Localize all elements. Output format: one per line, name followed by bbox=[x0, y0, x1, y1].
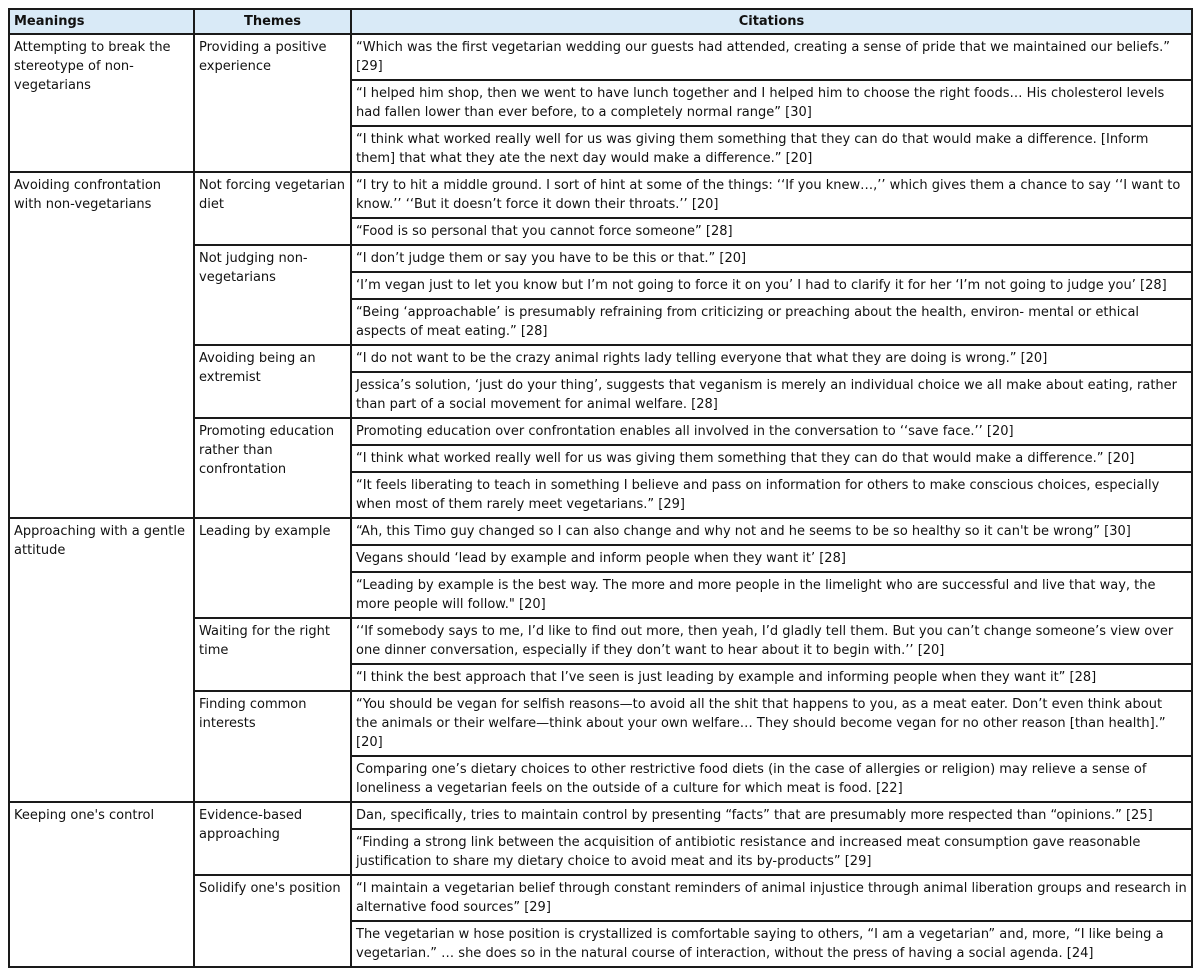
citation-cell: ‘‘If somebody says to me, I’d like to find out more, then yeah, I’d gladly tell them. But you can’t change someone’s view over one dinner conversation, especially if they don’t want to hear about it to begin with.’’ [20] bbox=[351, 618, 1192, 664]
citation-cell: “You should be vegan for selfish reasons—to avoid all the shit that happens to you, as a meat eater. Don’t even think about the animals or their welfare—think about your own welfare… They should become vegan for no other reason [than health].” [20] bbox=[351, 691, 1192, 756]
meaning-cell: Avoiding confrontation with non-vegetarians bbox=[9, 172, 194, 518]
citation-cell: “I think what worked really well for us was giving them something that they can do that would make a difference. [Inform them] that what they ate the next day would make a difference.” [20] bbox=[351, 126, 1192, 172]
theme-cell: Waiting for the right time bbox=[194, 618, 351, 691]
citation-cell: “I think what worked really well for us was giving them something that they can do that would make a difference.” [20] bbox=[351, 445, 1192, 472]
citation-cell: “I think the best approach that I’ve seen is just leading by example and informing people when they want it” [28] bbox=[351, 664, 1192, 691]
theme-cell: Promoting education rather than confrontation bbox=[194, 418, 351, 518]
table-row bbox=[9, 172, 1192, 218]
citation-cell: The vegetarian w hose position is crystallized is comfortable saying to others, “I am a vegetarian” and, more, “I like being a vegetarian.” … she does so in the natural course of interaction, without the press of having a social agenda. [24] bbox=[351, 921, 1192, 967]
header-citations: Citations bbox=[351, 9, 1192, 34]
citation-cell: “It feels liberating to teach in something I believe and pass on information for others to make conscious choices, especially when most of them rarely meet vegetarians.” [29] bbox=[351, 472, 1192, 518]
theme-cell: Not judging non-vegetarians bbox=[194, 245, 351, 345]
citation-cell: Promoting education over confrontation enables all involved in the conversation to ‘‘save face.’’ [20] bbox=[351, 418, 1192, 445]
theme-cell: Not forcing vegetarian diet bbox=[194, 172, 351, 245]
citation-cell: “Food is so personal that you cannot force someone” [28] bbox=[351, 218, 1192, 245]
table-row bbox=[9, 802, 1192, 829]
header-meanings: Meanings bbox=[9, 9, 194, 34]
citation-cell: Vegans should ‘lead by example and inform people when they want it’ [28] bbox=[351, 545, 1192, 572]
meaning-cell: Approaching with a gentle attitude bbox=[9, 518, 194, 802]
citation-cell: Jessica’s solution, ‘just do your thing’, suggests that veganism is merely an individual choice we all make about eating, rather than part of a social movement for animal welfare. [28] bbox=[351, 372, 1192, 418]
citation-cell: “Being ‘approachable’ is presumably refraining from criticizing or preaching about the health, environ- mental or ethical aspects of meat eating.” [28] bbox=[351, 299, 1192, 345]
citation-cell: “Finding a strong link between the acquisition of antibiotic resistance and increased meat consumption gave reasonable justification to share my dietary choice to avoid meat and its by-products” [29] bbox=[351, 829, 1192, 875]
table-body bbox=[9, 34, 1192, 967]
citation-cell: Comparing one’s dietary choices to other restrictive food diets (in the case of allergies or religion) may relieve a sense of loneliness a vegetarian feels on the outside of a culture for which meat is food. [22] bbox=[351, 756, 1192, 802]
citation-cell: “I don’t judge them or say you have to be this or that.” [20] bbox=[351, 245, 1192, 272]
citation-cell: “Which was the first vegetarian wedding our guests had attended, creating a sense of pride that we maintained our beliefs.” [29] bbox=[351, 34, 1192, 80]
table-row bbox=[9, 34, 1192, 80]
meaning-cell: Keeping one's control bbox=[9, 802, 194, 967]
citation-cell: “I try to hit a middle ground. I sort of hint at some of the things: ‘‘If you knew…,’’ which gives them a chance to say ‘‘I want to know.’’ ‘‘But it doesn’t force it down their throats.’’ [20] bbox=[351, 172, 1192, 218]
meaning-cell: Attempting to break the stereotype of non-vegetarians bbox=[9, 34, 194, 172]
theme-cell: Leading by example bbox=[194, 518, 351, 618]
qualitative-themes-table bbox=[8, 8, 1193, 968]
citation-cell: “I helped him shop, then we went to have lunch together and I helped him to choose the right foods… His cholesterol levels had fallen lower than ever before, to a completely normal range” [30] bbox=[351, 80, 1192, 126]
theme-cell: Finding common interests bbox=[194, 691, 351, 802]
citation-cell: Dan, specifically, tries to maintain control by presenting “facts” that are presumably more respected than “opinions.” [25] bbox=[351, 802, 1192, 829]
table-row bbox=[9, 518, 1192, 545]
citation-cell: ‘I’m vegan just to let you know but I’m not going to force it on you’ I had to clarify it for her ‘I’m not going to judge you’ [28] bbox=[351, 272, 1192, 299]
citation-cell: “I do not want to be the crazy animal rights lady telling everyone that what they are doing is wrong.” [20] bbox=[351, 345, 1192, 372]
theme-cell: Providing a positive experience bbox=[194, 34, 351, 172]
table-header-row bbox=[9, 9, 1192, 34]
theme-cell: Solidify one's position bbox=[194, 875, 351, 967]
citation-cell: “Leading by example is the best way. The more and more people in the limelight who are successful and live that way, the more people will follow." [20] bbox=[351, 572, 1192, 618]
header-themes: Themes bbox=[194, 9, 351, 34]
theme-cell: Avoiding being an extremist bbox=[194, 345, 351, 418]
citation-cell: “I maintain a vegetarian belief through constant reminders of animal injustice through animal liberation groups and research in alternative food sources” [29] bbox=[351, 875, 1192, 921]
theme-cell: Evidence-based approaching bbox=[194, 802, 351, 875]
citation-cell: “Ah, this Timo guy changed so I can also change and why not and he seems to be so healthy so it can't be wrong” [30] bbox=[351, 518, 1192, 545]
